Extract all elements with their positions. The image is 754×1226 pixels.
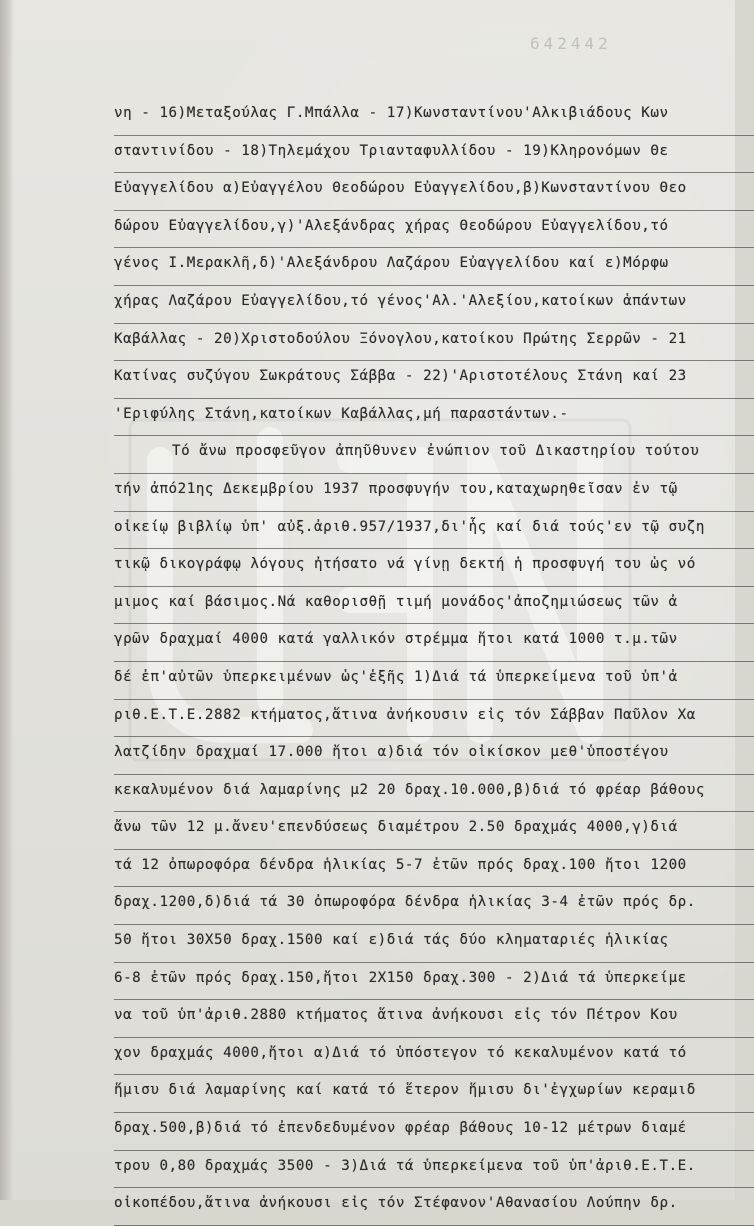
text-line: τρου 0,80 δραχμάς 3500 - 3)Διά τά ὑπερκείμενα τοῦ ὑπ'ἀριθ.Ε.Τ.Ε. — [114, 1151, 754, 1189]
paragraph-start-line: Τό ἄνω προσφεῦγον ἀπηῦθυνεν ἐνώπιον τοῦ Δικαστηρίου τούτου — [114, 436, 754, 474]
text-line: 'Εριφύλης Στάνη,κατοίκων Καβάλλας,μή παραστάντων.- — [114, 399, 754, 437]
text-line: γρῶν δραχμαί 4000 κατά γαλλικόν στρέμμα ἤτοι κατά 1000 τ.μ.τῶν — [114, 624, 754, 662]
text-line: τήν ἀπό21ης Δεκεμβρίου 1937 προσφυγήν του,καταχωρηθεῖσαν ἐν τῷ — [114, 474, 754, 512]
text-line: μιμος καί βάσιμος.Νά καθορισθῇ τιμή μονάδος'ἀποζημιώσεως τῶν ἀ — [114, 587, 754, 625]
header-stamp: 642442 — [530, 34, 612, 53]
page-binding-edge — [0, 0, 14, 1200]
text-line: γένος Ι.Μερακλῆ,δ)'Αλεξάνδρου Λαζάρου Εὐαγγελίδου καί ε)Μόρφω — [114, 248, 754, 286]
text-line: κεκαλυμένον διά λαμαρίνης μ2 20 δραχ.10.000,β)διά τό φρέαρ βάθους — [114, 775, 754, 813]
text-line: Εὐαγγελίδου α)Εὐαγγέλου Θεοδώρου Εὐαγγελίδου,β)Κωνσταντίνου Θεο — [114, 173, 754, 211]
text-line: δώρου Εὐαγγελίδου,γ)'Αλεξάνδρας χήρας Θεοδώρου Εὐαγγελίδου,τό — [114, 211, 754, 249]
text-line: οἰκείῳ βιβλίῳ ὑπ' αὐξ.ἀριθ.957/1937,δι'ἧς καί διά τούς'εν τῷ συζη — [114, 512, 754, 550]
text-line: νη - 16)Μεταξούλας Γ.Μπάλλα - 17)Κωνσταντίνου'Αλκιβιάδους Κων — [114, 98, 754, 136]
text-line: να τοῦ ὑπ'ἀριθ.2880 κτήματος ἅτινα ἀνήκουσι εἰς τόν Πέτρον Κου — [114, 1000, 754, 1038]
text-line: τά 12 ὀπωροφόρα δένδρα ἡλικίας 5-7 ἐτῶν πρός δραχ.100 ἤτοι 1200 — [114, 850, 754, 888]
text-line: δραχ.500,β)διά τό ἐπενδεδυμένον φρέαρ βάθους 10-12 μέτρων διαμέ — [114, 1113, 754, 1151]
text-line: 6-8 ἐτῶν πρός δραχ.150,ἤτοι 2Χ150 δραχ.300 - 2)Διά τά ὑπερκείμε — [114, 963, 754, 1001]
text-line: λατζίδην δραχμαί 17.000 ἤτοι α)διά τόν οἰκίσκον μεθ'ὑποστέγου — [114, 737, 754, 775]
text-line: δέ ἐπ'αὐτῶν ὑπερκειμένων ὡς'ἑξῆς 1)Διά τά ὑπερκείμενα τοῦ ὑπ'ἀ — [114, 662, 754, 700]
text-line: ἄνω τῶν 12 μ.ἄνευ'επενδύσεως διαμέτρου 2.50 δραχμάς 4000,γ)διά — [114, 812, 754, 850]
text-line: 50 ἤτοι 30Χ50 δραχ.1500 καί ε)διά τάς δύο κληματαριές ἡλικίας — [114, 925, 754, 963]
text-line: χήρας Λαζάρου Εὐαγγελίδου,τό γένος'Αλ.'Αλεξίου,κατοίκων ἁπάντων — [114, 286, 754, 324]
document-body — [114, 98, 754, 1226]
text-line: οἰκοπέδου,ἅτινα ἀνήκουσι εἰς τόν Στέφανον'Αθανασίου Λούπην δρ. — [114, 1188, 754, 1226]
text-line: σταντινίδου - 18)Τηλεμάχου Τριανταφυλλίδου - 19)Κληρονόμων Θε — [114, 136, 754, 174]
text-line: δραχ.1200,δ)διά τά 30 ὀπωροφόρα δένδρα ἡλικίας 3-4 ἐτῶν πρός δρ. — [114, 887, 754, 925]
text-line: ριθ.Ε.Τ.Ε.2882 κτήματος,ἅτινα ἀνήκουσιν εἰς τόν Σάββαν Παῦλον Χα — [114, 700, 754, 738]
text-line: τικῷ δικογράφῳ λόγους ἠτήσατο νά γίνῃ δεκτή ἡ προσφυγή του ὡς νό — [114, 549, 754, 587]
text-line: ἥμισυ διά λαμαρίνης καί κατά τό ἕτερον ἥμισυ δι'ἐγχωρίων κεραμιδ — [114, 1075, 754, 1113]
text-line: Κατίνας συζύγου Σωκράτους Σάββα - 22)'Αριστοτέλους Στάνη καί 23 — [114, 361, 754, 399]
text-line: Καβάλλας - 20)Χριστοδούλου Ξόνογλου,κατοίκου Πρώτης Σερρῶν - 21 — [114, 324, 754, 362]
text-line: χον δραχμάς 4000,ἤτοι α)Διά τό ὑπόστεγον τό κεκαλυμένον κατά τό — [114, 1038, 754, 1076]
